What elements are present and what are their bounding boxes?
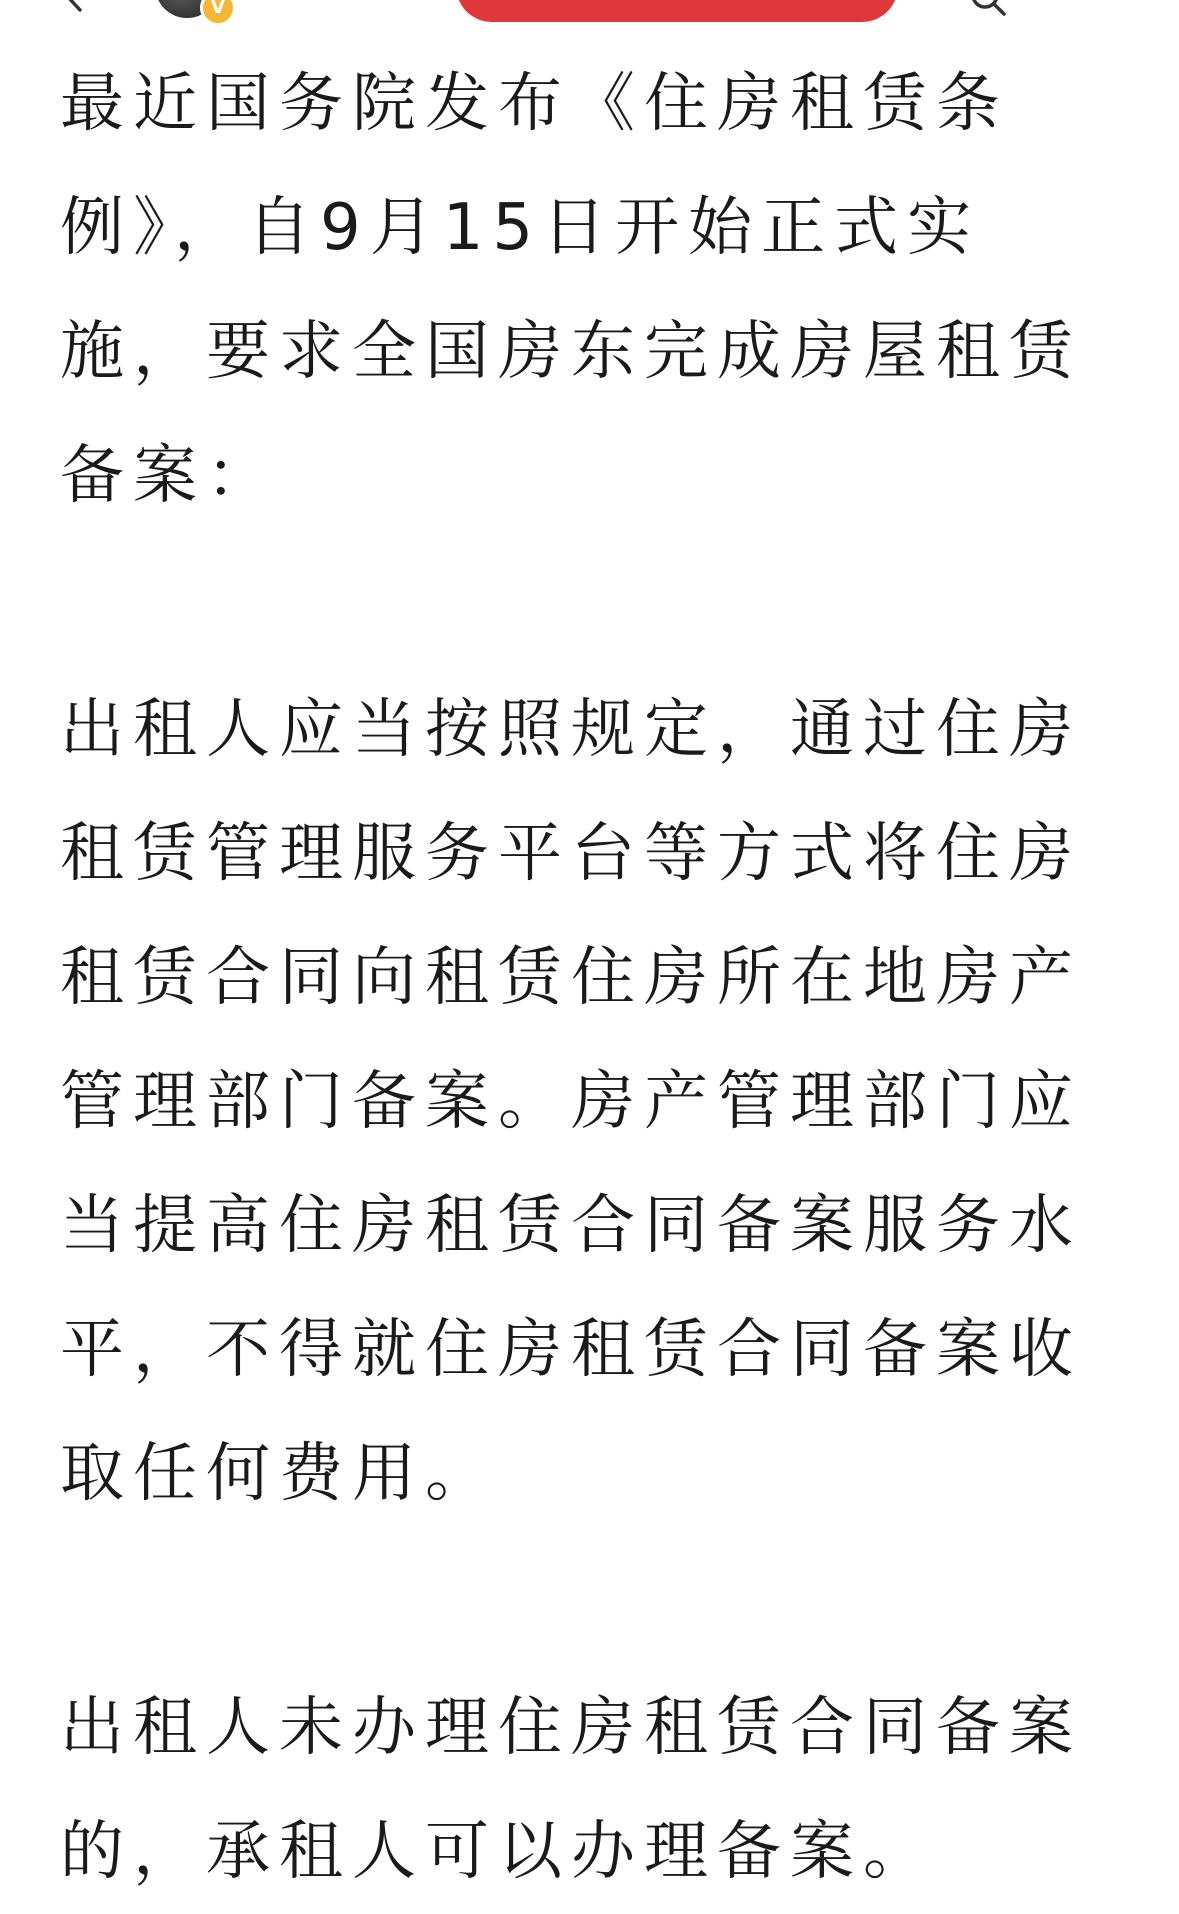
chevron-left-icon[interactable]	[58, 0, 92, 14]
article-body	[60, 42, 1120, 1914]
article-paragraph: 出租人未办理住房租赁合同备案的，承租人可以办理备案。	[60, 1691, 1082, 1889]
top-navigation-bar	[0, 0, 1179, 28]
follow-button[interactable]	[456, 0, 898, 22]
verified-badge: V	[200, 0, 236, 26]
article-paragraph: 最近国务院发布《住房租赁条例》，自9月15日开始正式实施，要求全国房东完成房屋租赁备案：	[60, 67, 1082, 513]
article-paragraph: 出租人应当按照规定，通过住房租赁管理服务平台等方式将住房租赁合同向租赁住房所在地房产管理部门备案。房产管理部门应当提高住房租赁合同备案服务水平，不得就住房租赁合同备案收取任何费用。	[60, 693, 1082, 1511]
search-icon[interactable]	[968, 0, 1008, 18]
